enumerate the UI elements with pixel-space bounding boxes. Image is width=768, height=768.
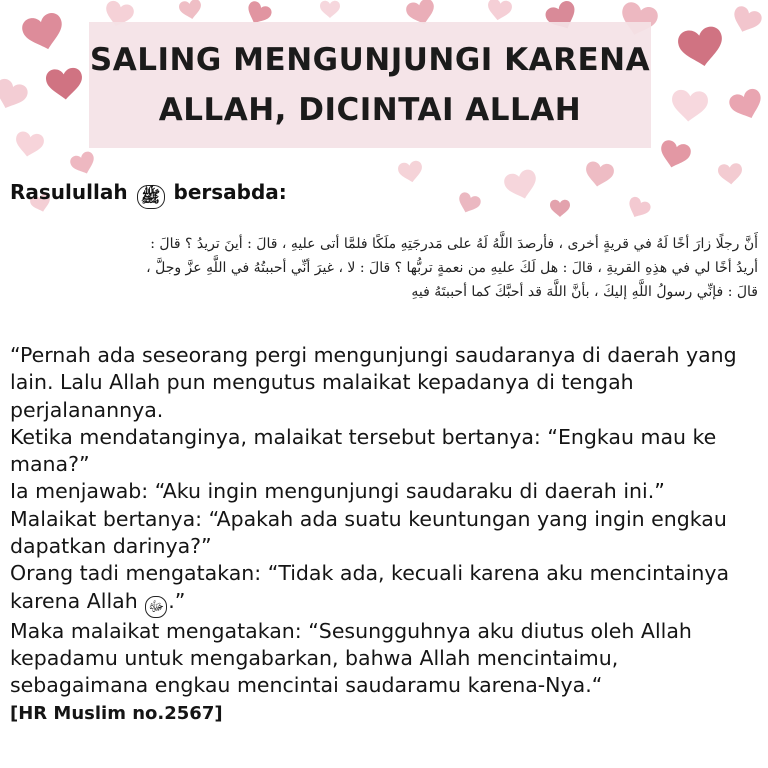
arabic-line: أريدُ أخًا لي في هذِهِ القريةِ ، قالَ : هل لَكَ عليهِ من نعمةٍ تربُّها ؟ قالَ : لا ، غيرَ أنِّي أحببتُهُ في اللَّهِ عزَّ وجلَّ ، [146,260,758,276]
arabic-hadith-text [10,232,758,304]
title-line-2: ALLAH, DICINTAI ALLAH [158,92,582,128]
translation-paragraph-5 [10,560,762,617]
hadith-translation [10,342,762,727]
intro-line [10,178,287,209]
arabic-line: أَنَّ رجلًا زارَ أخًا لَهُ في قريةٍ أخرى ، فأرصدَ اللَّهُ لَهُ على مَدرجَتِهِ ملَكًا فلمَّا أتى عليهِ ، قالَ : أينَ تريدُ ؟ قالَ : [150,236,758,252]
translation-paragraph-1: “Pernah ada seseorang pergi mengunjungi saudaranya di daerah yang lain. Lalu Allah pun mengutus malaikat kepadanya di tengah perjalanannya. [10,343,737,422]
intro-prefix: Rasulullah [10,180,128,204]
salawat-icon: ﷺ [137,185,165,209]
title-banner [89,22,651,148]
intro-suffix: bersabda: [173,180,287,204]
subhanahu-icon: ﷻ [145,596,167,618]
arabic-line: قالَ : فإنِّي رسولُ اللَّهِ إليكَ ، بأنَّ اللَّهَ قد أحبَّكَ كما أحببتَهُ فيهِ [411,284,758,300]
translation-paragraph-2: Ketika mendatanginya, malaikat tersebut bertanya: “Engkau mau ke mana?” [10,424,717,477]
translation-paragraph-3: Ia menjawab: “Aku ingin mengunjungi saudaraku di daerah ini.” [10,479,665,504]
translation-paragraph-5-end: .” [168,588,186,613]
translation-paragraph-6: Maka malaikat mengatakan: “Sesungguhnya aku diutus oleh Allah kepadamu untuk mengabarkan, bahwa Allah mencintaimu, sebagaimana engkau mencintai saudaramu karena-Nya.“ [10,618,692,698]
hadith-source: [HR Muslim no.2567] [10,702,223,724]
title-line-1: SALING MENGUNJUNGI KARENA [89,42,651,78]
translation-paragraph-4: Malaikat bertanya: “Apakah ada suatu keuntungan yang ingin engkau dapatkan darinya?” [10,506,727,559]
translation-paragraph-5-text: Orang tadi mengatakan: “Tidak ada, kecuali karena aku mencintainya karena Allah [10,561,730,613]
